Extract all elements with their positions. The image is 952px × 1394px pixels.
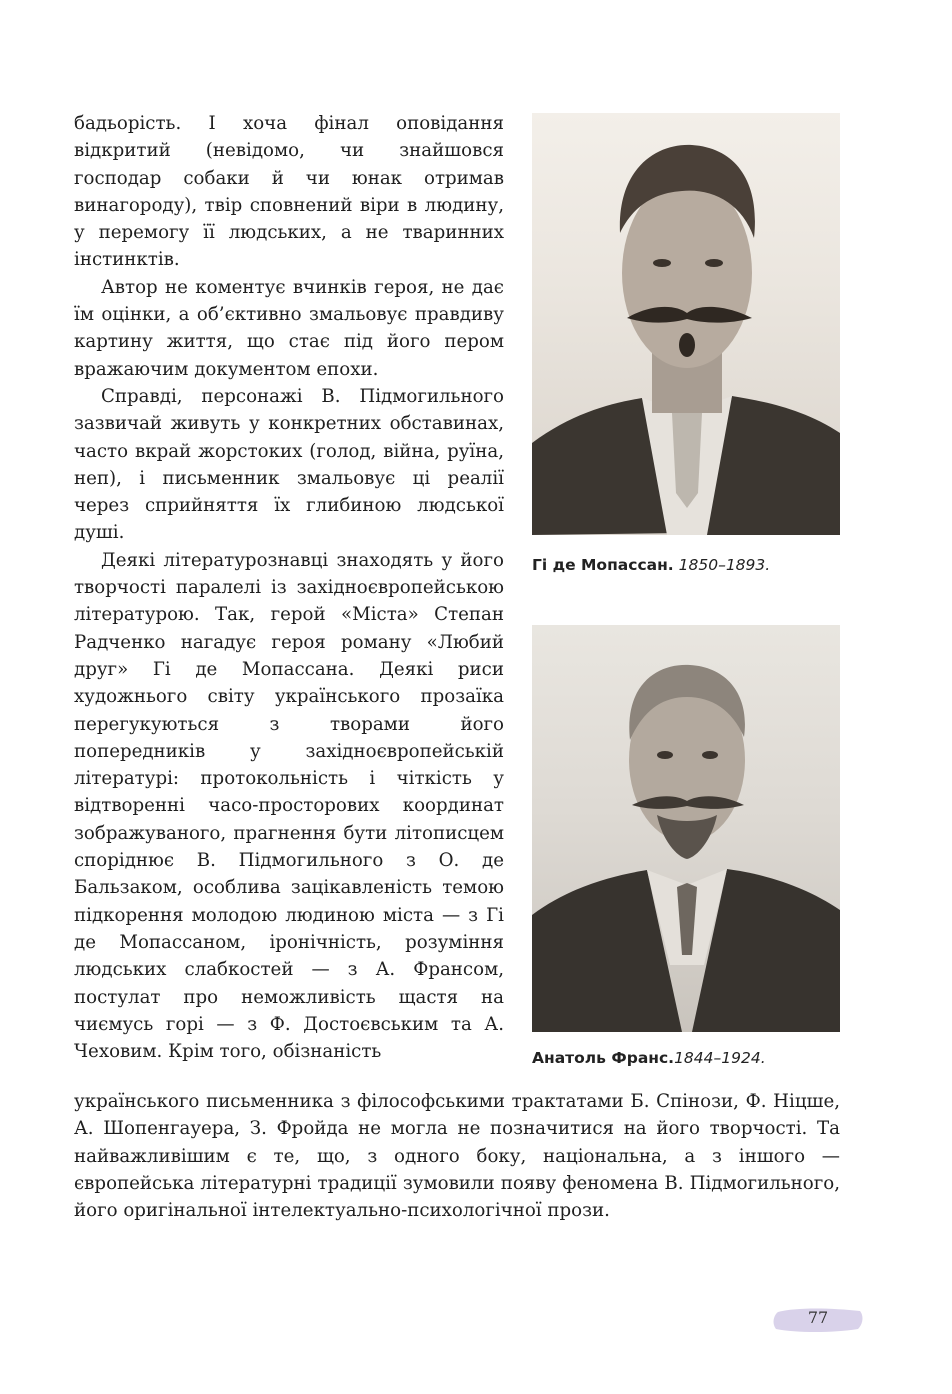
page-number: 77 [807, 1308, 829, 1327]
paragraph: бадьорість. І хоча фінал оповідання відкритий (невідомо, чи знайшовся господар собаки й чи юнак отримав винагороду), твір сповнений віри в людину, у перемогу її людських, а не тваринних інстинктів. [74, 113, 504, 271]
caption-maupassant [532, 556, 852, 574]
left-text-column [74, 110, 504, 1065]
caption-years: 1850–1893. [678, 556, 771, 574]
full-width-text [74, 1088, 840, 1224]
caption-name: Гі де Мопассан. [532, 556, 674, 574]
caption-name: Анатоль Франс. [532, 1049, 675, 1067]
portrait-france [532, 625, 840, 1032]
caption-years: 1844–1924. [674, 1049, 766, 1067]
caption-france [532, 1049, 852, 1067]
paragraph: Справді, персонажі В. Підмогильного зазвичай живуть у конкретних обставинах, часто вкрай жорстоких (голод, війна, руїна, неп), і письменник змальовує ці реалії через сприйняття їх глибиною людської душі. [74, 385, 504, 544]
paragraph: Деякі літературознавці знаходять у його творчості паралелі із західноєвропейською літературою. Так, герой «Міста» Степан Радченко нагадує героя роману «Любий друг» Гі де Мопассана. Деякі риси художнього світу українського прозаїка перегукуються з творами його попередників у західноєвропейській літературі: протокольність і чіткість у відтворенні часо-просторових координат зображуваного, прагнення бути літописцем споріднює В. Підмогильного з О. де Бальзаком, особлива зацікавленість темою підкорення молодою людиною міста — з Гі де Мопассаном, іронічність, розуміння людських слабкостей — з А. Франсом, постулат про неможливість щастя на чиємусь горі — з Ф. Достоєвським та А. Чеховим. Крім того, обізнаність [74, 549, 504, 1063]
paragraph: Автор не коментує вчинків героя, не дає їм оцінки, а об’єктивно змальовує правдиву картину життя, що стає під його пером вражаючим документом епохи. [74, 276, 504, 380]
paragraph: українського письменника з філософськими трактатами Б. Спінози, Ф. Ніцше, А. Шопенгауера, З. Фройда не могла не позначитися на його творчості. Та найважливішим є те, що, з одного боку, національна, а з іншого — європейська літературні традиції зумовили появу феномена В. Підмогильного, його оригінальної інтелектуально-психологічної прози. [74, 1091, 840, 1222]
page-number-badge [772, 1306, 852, 1332]
portrait-maupassant [532, 113, 840, 535]
